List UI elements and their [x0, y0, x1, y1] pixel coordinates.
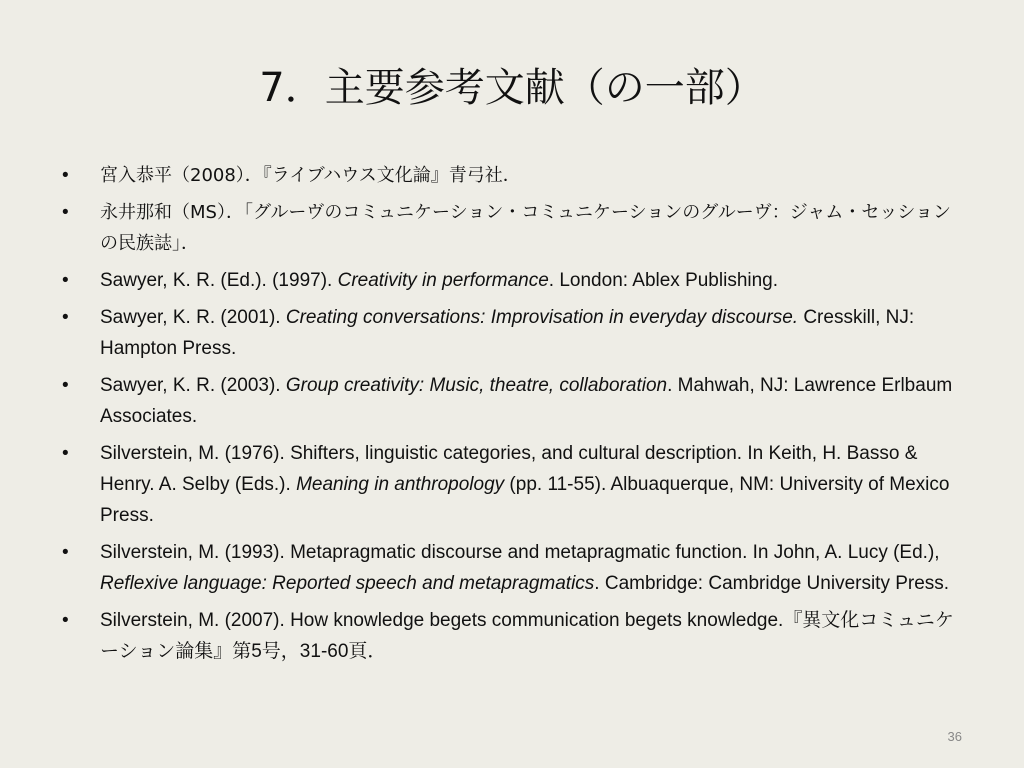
reference-item — [60, 197, 960, 259]
reference-text: Silverstein, M. (1993). Metapragmatic discourse and metapragmatic function. In John, A. Lucy (Ed.), — [100, 542, 940, 563]
reference-title: Group creativity: Music, theatre, collaboration — [285, 375, 668, 396]
reference-text: Sawyer, K. R. (2001). — [100, 307, 286, 328]
bullet-icon: • — [62, 610, 69, 631]
reference-text: Sawyer, K. R. (2003). — [100, 375, 286, 396]
reference-title: Creating conversations: Improvisation in everyday discourse. — [285, 307, 799, 328]
bullet-icon: • — [62, 307, 69, 328]
bullet-icon: • — [62, 202, 69, 223]
bullet-icon: • — [62, 270, 69, 291]
reference-text: . Cambridge: Cambridge University Press. — [594, 573, 950, 594]
reference-text: 永井那和（MS）．「グルーヴのコミュニケーション・コミュニケーションのグルーヴ：ジャム・セッションの民族誌」． — [100, 202, 951, 254]
reference-text: . Mahwah, NJ: Lawrence Erlbaum Associates. — [100, 375, 953, 427]
reference-text: (pp. 11-55). Albuaquerque, NM: University of Mexico Press. — [100, 474, 950, 526]
reference-list — [60, 160, 960, 673]
reference-title: Reflexive language: Reported speech and metapragmatics — [100, 573, 595, 594]
bullet-icon: • — [62, 542, 69, 563]
reference-title: Meaning in anthropology — [296, 474, 505, 495]
reference-item — [60, 370, 960, 432]
reference-item — [60, 537, 960, 599]
bullet-icon: • — [62, 443, 69, 464]
reference-item — [60, 265, 960, 296]
slide-title: 7．主要参考文献（の一部） — [259, 65, 765, 111]
page-number: 36 — [947, 729, 962, 744]
bullet-icon: • — [62, 165, 69, 186]
reference-item — [60, 302, 960, 364]
reference-item — [60, 160, 960, 191]
reference-text: Cresskill, NJ: Hampton Press. — [100, 307, 915, 359]
reference-title: Creativity in performance — [337, 270, 549, 291]
reference-text: 宮入恭平（2008）．『ライブハウス文化論』青弓社． — [100, 165, 521, 186]
reference-item — [60, 605, 960, 667]
bullet-icon: • — [62, 375, 69, 396]
reference-text: Silverstein, M. (2007). How knowledge begets communication begets knowledge.『異文化コミュニケーション論集』第5号，31-60頁． — [100, 610, 954, 662]
reference-text: . London: Ablex Publishing. — [548, 270, 779, 291]
reference-text: Silverstein, M. (1976). Shifters, linguistic categories, and cultural description. In Keith, H. Basso & Henry. A. Selby (Eds.). — [100, 443, 918, 495]
reference-item — [60, 438, 960, 531]
reference-text: Sawyer, K. R. (Ed.). (1997). — [100, 270, 338, 291]
